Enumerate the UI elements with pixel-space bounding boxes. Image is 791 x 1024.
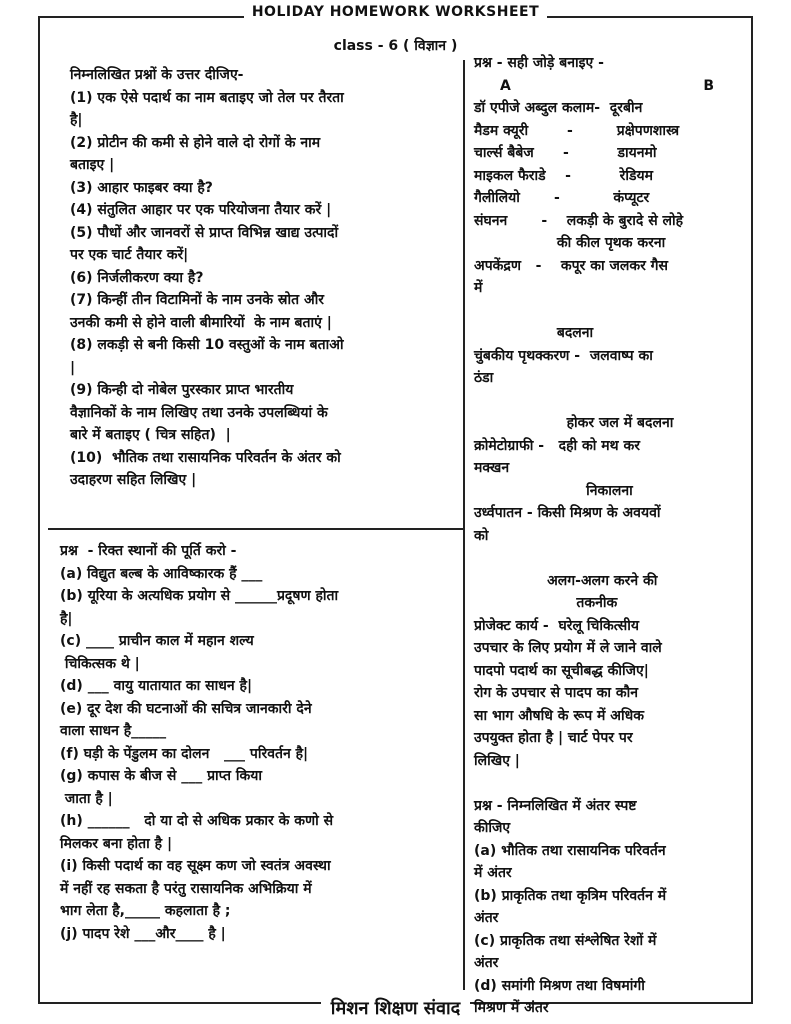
right-text-line xyxy=(474,300,750,323)
right-text-line: तकनीक xyxy=(474,595,618,611)
right-text-line: पादपो पदार्थ का सूचीबद्ध कीजिए| xyxy=(474,662,649,679)
right-text-line: अपकेंद्रण - कपूर का जलकर गैस xyxy=(474,257,669,274)
right-text-line xyxy=(474,390,750,413)
blank-question-line: (d) ___ वायु यातायात का साधन है| xyxy=(60,678,253,694)
right-text-line: को xyxy=(474,527,489,544)
question-line: है| xyxy=(70,112,83,128)
right-text-line: (c) प्राकृतिक तथा संश्लेषित रेशों में xyxy=(474,932,657,949)
question-line: (4) संतुलित आहार पर एक परियोजना तैयार करें | xyxy=(70,202,332,218)
right-text-line: उपचार के लिए प्रयोग में ले जाने वाले xyxy=(474,640,662,656)
match-heading: प्रश्न - सही जोड़े बनाइए - xyxy=(474,55,604,71)
right-text-line: चार्ल्स बैबेज - डायनमो xyxy=(474,145,657,161)
right-text-line: उपयुक्त होता है | चार्ट पेपर पर xyxy=(474,730,633,746)
blank-question-line: में नहीं रह सकता है परंतु रासायनिक अभिक्रिया में xyxy=(60,880,312,897)
blank-question-line: (i) किसी पदार्थ का वह सूक्ष्म कण जो स्वतंत्र अवस्था xyxy=(60,858,331,874)
right-text-line: अंतर xyxy=(474,910,499,926)
blank-question-line: वाला साधन है_____ xyxy=(60,723,167,739)
right-text-line: होकर जल में बदलना xyxy=(474,415,674,431)
blank-question-line: (g) कपास के बीज से ___ प्राप्त किया xyxy=(60,768,262,784)
right-column xyxy=(474,52,750,1020)
question-line: (1) एक ऐसे पदार्थ का नाम बताइए जो तेल पर तैरता xyxy=(70,89,344,106)
right-text-line: उर्ध्वपातन - किसी मिश्रण के अवयवों xyxy=(474,505,661,521)
question-line: (10) भौतिक तथा रासायनिक परिवर्तन के अंतर को xyxy=(70,449,341,466)
question-line: पर एक चार्ट तैयार करें| xyxy=(70,247,189,263)
question-line: (2) प्रोटीन की कमी से होने वाले दो रोगों के नाम xyxy=(70,134,321,151)
blank-question-line: चिकित्सक थे | xyxy=(60,655,140,672)
blank-question-line: (a) विद्युत बल्ब के आविष्कारक हैं ___ xyxy=(60,565,263,582)
question-line: | xyxy=(70,359,76,376)
question-line: उनकी कमी से होने वाली बीमारियों के नाम बताएं | xyxy=(70,314,332,331)
right-text-line: (a) भौतिक तथा रासायनिक परिवर्तन xyxy=(474,842,666,859)
right-text-line: कीजिए xyxy=(474,820,511,836)
right-text-line: प्रोजेक्ट कार्य - घरेलू चिकित्सीय xyxy=(474,617,639,634)
right-text-line xyxy=(474,772,750,795)
right-text-line: मक्खन xyxy=(474,460,510,476)
question-line: उदाहरण सहित लिखिए | xyxy=(70,472,197,488)
column-b-label: B xyxy=(703,77,714,94)
right-text-line: की कील पृथक करना xyxy=(474,235,666,251)
question-line: (3) आहार फाइबर क्या है? xyxy=(70,179,213,196)
right-text-line: लिखिए | xyxy=(474,752,520,769)
right-text-line: डॉ एपीजे अब्दुल कलाम- दूरबीन xyxy=(474,100,643,116)
fill-in-the-blanks xyxy=(60,540,450,945)
question-line: (9) किन्ही दो नोबेल पुरस्कार प्राप्त भारतीय xyxy=(70,382,294,398)
right-text-line: ठंडा xyxy=(474,370,494,386)
right-text-line: में अंतर xyxy=(474,865,512,881)
right-text-line xyxy=(474,547,750,570)
question-line: बारे में बताइए ( चित्र सहित) | xyxy=(70,427,231,443)
right-text-line: (b) प्राकृतिक तथा कृत्रिम परिवर्तन में xyxy=(474,887,667,904)
right-text-line: अलग-अलग करने की xyxy=(474,572,658,589)
right-text-line: चुंबकीय पृथक्करण - जलवाष्प का xyxy=(474,347,653,364)
blank-question-line: (c) ____ प्राचीन काल में महान शल्य xyxy=(60,633,254,649)
right-text-line: में xyxy=(474,280,483,296)
blank-question-line: (j) पादप रेशे ___और____ है | xyxy=(60,925,226,942)
right-text-line: प्रश्न - निम्नलिखित में अंतर स्पष्ट xyxy=(474,797,637,814)
blank-question-line: जाता है | xyxy=(60,790,113,807)
short-answer-questions xyxy=(70,64,450,492)
right-text-line: क्रोमेटोग्राफी - दही को मथ कर xyxy=(474,437,640,454)
question-line: वैज्ञानिकों के नाम लिखिए तथा उनके उपलब्धियां के xyxy=(70,404,328,421)
question-line: बताइए | xyxy=(70,157,115,173)
question-line: (8) लकड़ी से बनी किसी 10 वस्तुओं के नाम बताओ xyxy=(70,337,344,353)
blank-question-line: मिलकर बना होता है | xyxy=(60,835,173,852)
right-text-line: बदलना xyxy=(474,325,594,341)
worksheet-title: HOLIDAY HOMEWORK WORKSHEET xyxy=(0,4,791,20)
match-and-project-lines xyxy=(474,97,750,1020)
question-line: (5) पौधों और जानवरों से प्राप्त विभिन्न खाद्य उत्पादों xyxy=(70,224,339,241)
right-text-line: सा भाग औषधि के रूप में अधिक xyxy=(474,707,644,724)
column-a-label: A xyxy=(500,77,511,94)
right-text-line: अंतर xyxy=(474,955,499,971)
question-line: (6) निर्जलीकरण क्या है? xyxy=(70,269,204,286)
blank-question-line: (h) ______ दो या दो से अधिक प्रकार के कणो से xyxy=(60,813,334,829)
footer-brand: मिशन शिक्षण संवाद xyxy=(0,996,791,1020)
right-text-line: गैलीलियो - कंप्यूटर xyxy=(474,190,650,206)
section-divider xyxy=(48,528,464,530)
blank-question-line: (e) दूर देश की घटनाओं की सचित्र जानकारी देने xyxy=(60,700,312,717)
blank-question-line: भाग लेता है,_____ कहलाता है ; xyxy=(60,903,231,919)
right-text-line: (d) समांगी मिश्रण तथा विषमांगी xyxy=(474,977,645,994)
right-text-line: मैडम क्यूरी - प्रक्षेपणशास्त्र xyxy=(474,122,680,139)
question-line: (7) किन्हीं तीन विटामिनों के नाम उनके स्रोत और xyxy=(70,292,324,308)
question-line: निम्नलिखित प्रश्नों के उत्तर दीजिए- xyxy=(70,67,244,83)
right-text-line: निकालना xyxy=(474,482,633,499)
column-divider xyxy=(463,60,465,990)
right-text-line: रोग के उपचार से पादप का कौन xyxy=(474,685,639,701)
blank-question-line: प्रश्न - रिक्त स्थानों की पूर्ति करो - xyxy=(60,543,237,559)
blank-question-line: (b) यूरिया के अत्यधिक प्रयोग से ______प्रदूषण होता xyxy=(60,588,339,604)
class-subject: class - 6 ( विज्ञान ) xyxy=(333,38,458,54)
right-text-line: संघनन - लकड़ी के बुरादे से लोहे xyxy=(474,212,684,229)
blank-question-line: (f) घड़ी के पेंडुलम का दोलन ___ परिवर्तन है| xyxy=(60,745,309,762)
right-text-line: मिश्रण में अंतर xyxy=(474,1000,549,1016)
right-text-line: माइकल फैराडे - रेडियम xyxy=(474,167,654,184)
match-column-headers xyxy=(474,75,750,98)
blank-question-line: है| xyxy=(60,610,73,627)
